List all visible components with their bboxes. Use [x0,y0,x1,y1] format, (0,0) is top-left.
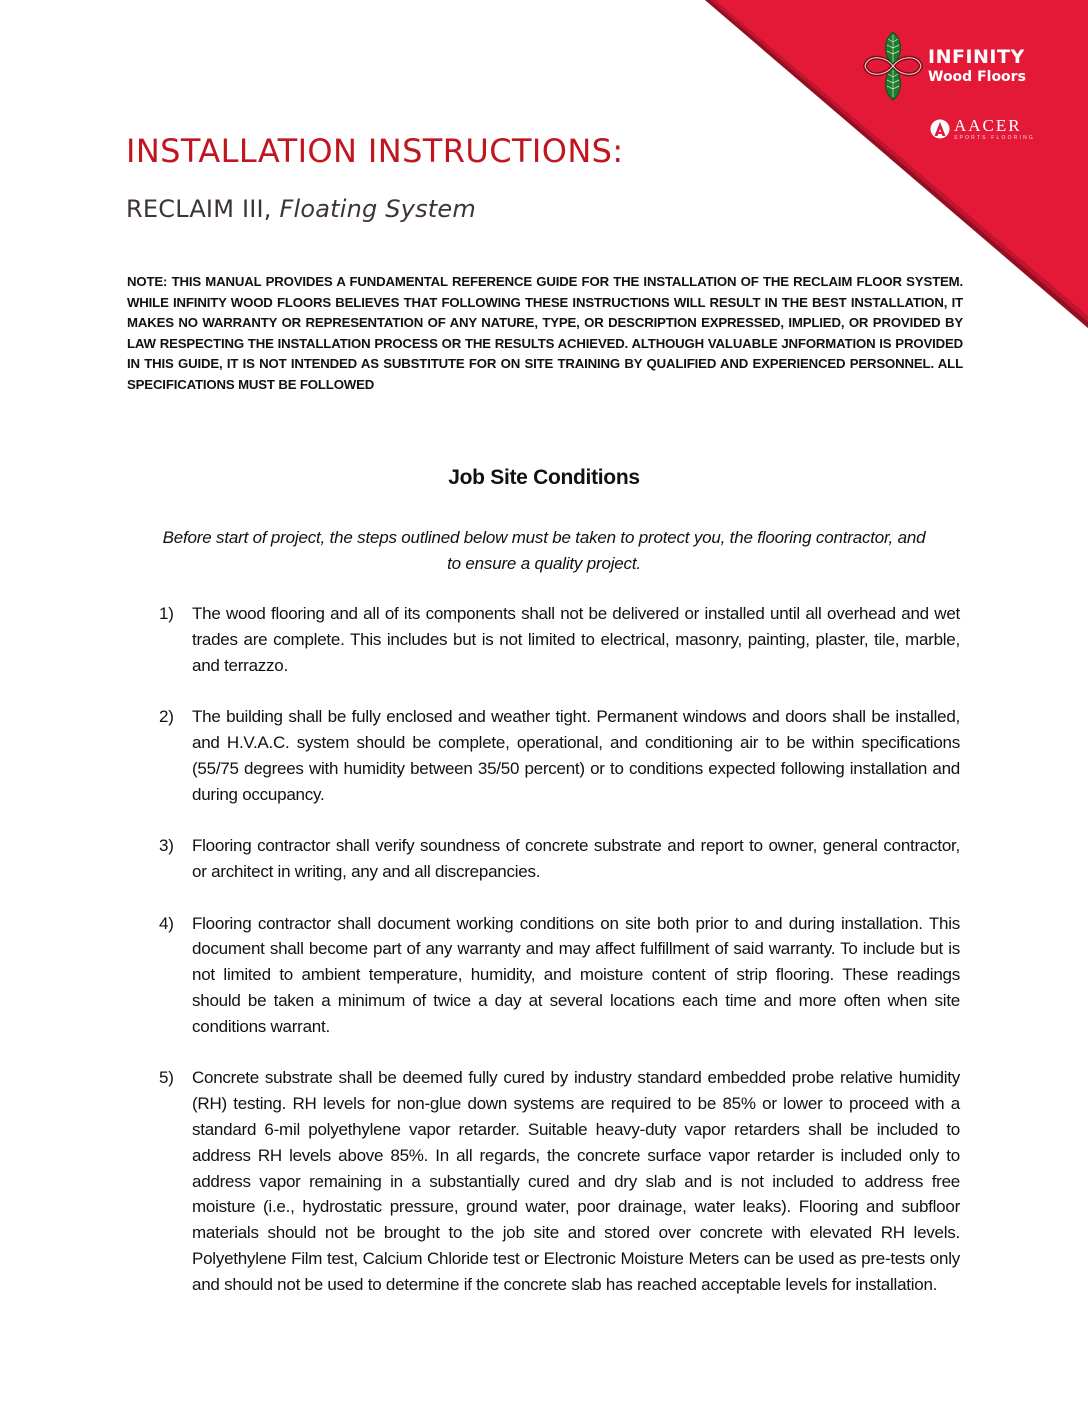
step-number: 1) [159,604,174,623]
step-number: 3) [159,836,174,856]
list-item [159,601,960,678]
infinity-leaf-logo-icon [862,30,924,102]
aacer-name-text: AACER [954,116,1022,135]
aacer-tagline-text: SPORTS FLOORING [954,135,1035,141]
document-title: INSTALLATION INSTRUCTIONS: [126,132,624,170]
list-item [159,1065,960,1297]
step-text: The wood flooring and all of its components shall not be delivered or installed until all overhead and wet trades are complete. This includes but is not limited to electrical, masonry, painting, plaster, tile, marble, and terrazzo. [192,604,960,675]
disclaimer-note [127,272,963,395]
step-text: Concrete substrate shall be deemed fully cured by industry standard embedded probe relative humidity (RH) testing. RH levels for non-glue down systems are required to be 85% or lower to proceed with a standard 6-mil polyethylene vapor retarder. Suitable heavy-duty vapor retarders shall be included to address RH levels above 85%. In all regards, the concrete surface vapor retarder is included only to address vapor remaining in a substantially cured and dry slab and is not included to address free moisture (i.e., hydrostatic pressure, ground water, poor drainage, water leaks). Flooring and subfloor materials should not be brought to the job site and stored over concrete with elevated RH levels. Polyethylene Film test, Calcium Chloride test or Electronic Moisture Meters can be used as pre-tests only and should not be used to determine if the concrete slab has reached acceptable levels for installation. [192,1068,960,1294]
logo-wood-floors-text: Wood Floors [928,69,1026,85]
subtitle-system: Floating System [279,195,476,223]
step-number: 4) [159,913,174,933]
logo-infinity-text: INFINITY [928,46,1025,68]
step-text: The building shall be fully enclosed and weather tight. Permanent windows and doors shall be installed, and H.V.A.C. system should be complete, operational, and conditioning air to be within specifications (55/75 degrees with humidity between 35/50 percent) or to conditions expected following installation and during occupancy. [192,707,960,804]
list-item [159,833,960,885]
step-number: 5) [159,1068,174,1088]
infinity-wood-floors-logo [862,30,1026,102]
step-text: Flooring contractor shall document working conditions on site both prior to and during installation. This document shall become part of any warranty and may affect fulfillment of said warranty. To include but is not limited to ambient temperature, humidity, and moisture content of strip flooring. These readings should be taken a minimum of twice a day at several locations each time and more often when site conditions warrant. [192,913,960,1036]
steps-list [159,601,960,1323]
list-item [159,911,960,1040]
section-heading: Job Site Conditions [448,466,640,489]
subtitle-product: RECLAIM III, [126,195,280,223]
note-label: NOTE: [127,274,168,289]
step-number: 2) [159,707,174,727]
list-item [159,704,960,807]
section-intro: Before start of project, the steps outlined below must be taken to protect you, the flooring contractor, and to ensure a quality project. [162,528,926,573]
step-text: Flooring contractor shall verify soundness of concrete substrate and report to owner, general contractor, or architect in writing, any and all discrepancies. [192,836,960,881]
document-subtitle [126,196,476,222]
aacer-a-logo-icon [930,119,950,139]
aacer-logo [930,117,1035,141]
note-text: THIS MANUAL PROVIDES A FUNDAMENTAL REFERENCE GUIDE FOR THE INSTALLATION OF THE RECLAIM FLOOR SYSTEM. WHILE INFINITY WOOD FLOORS BELIEVES THAT FOLLOWING THESE INSTRUCTIONS WILL RESULT IN THE BEST INSTALLATION, IT MAKES NO WARRANTY OR REPRESENTATION OF ANY NATURE, TYPE, OR DESCRIPTION EXPRESSED, IMPLIED, OR PROVIDED BY LAW RESPECTING THE INSTALLATION PROCESS OR THE RESULTS ACHIEVED. ALTHOUGH VALUABLE JNFORMATION IS PROVIDED IN THIS GUIDE, IT IS NOT INTENDED AS SUBSTITUTE FOR ON SITE TRAINING BY QUALIFIED AND EXPERIENCED PERSONNEL. ALL SPECIFICATIONS MUST BE FOLLOWED [127,274,963,392]
